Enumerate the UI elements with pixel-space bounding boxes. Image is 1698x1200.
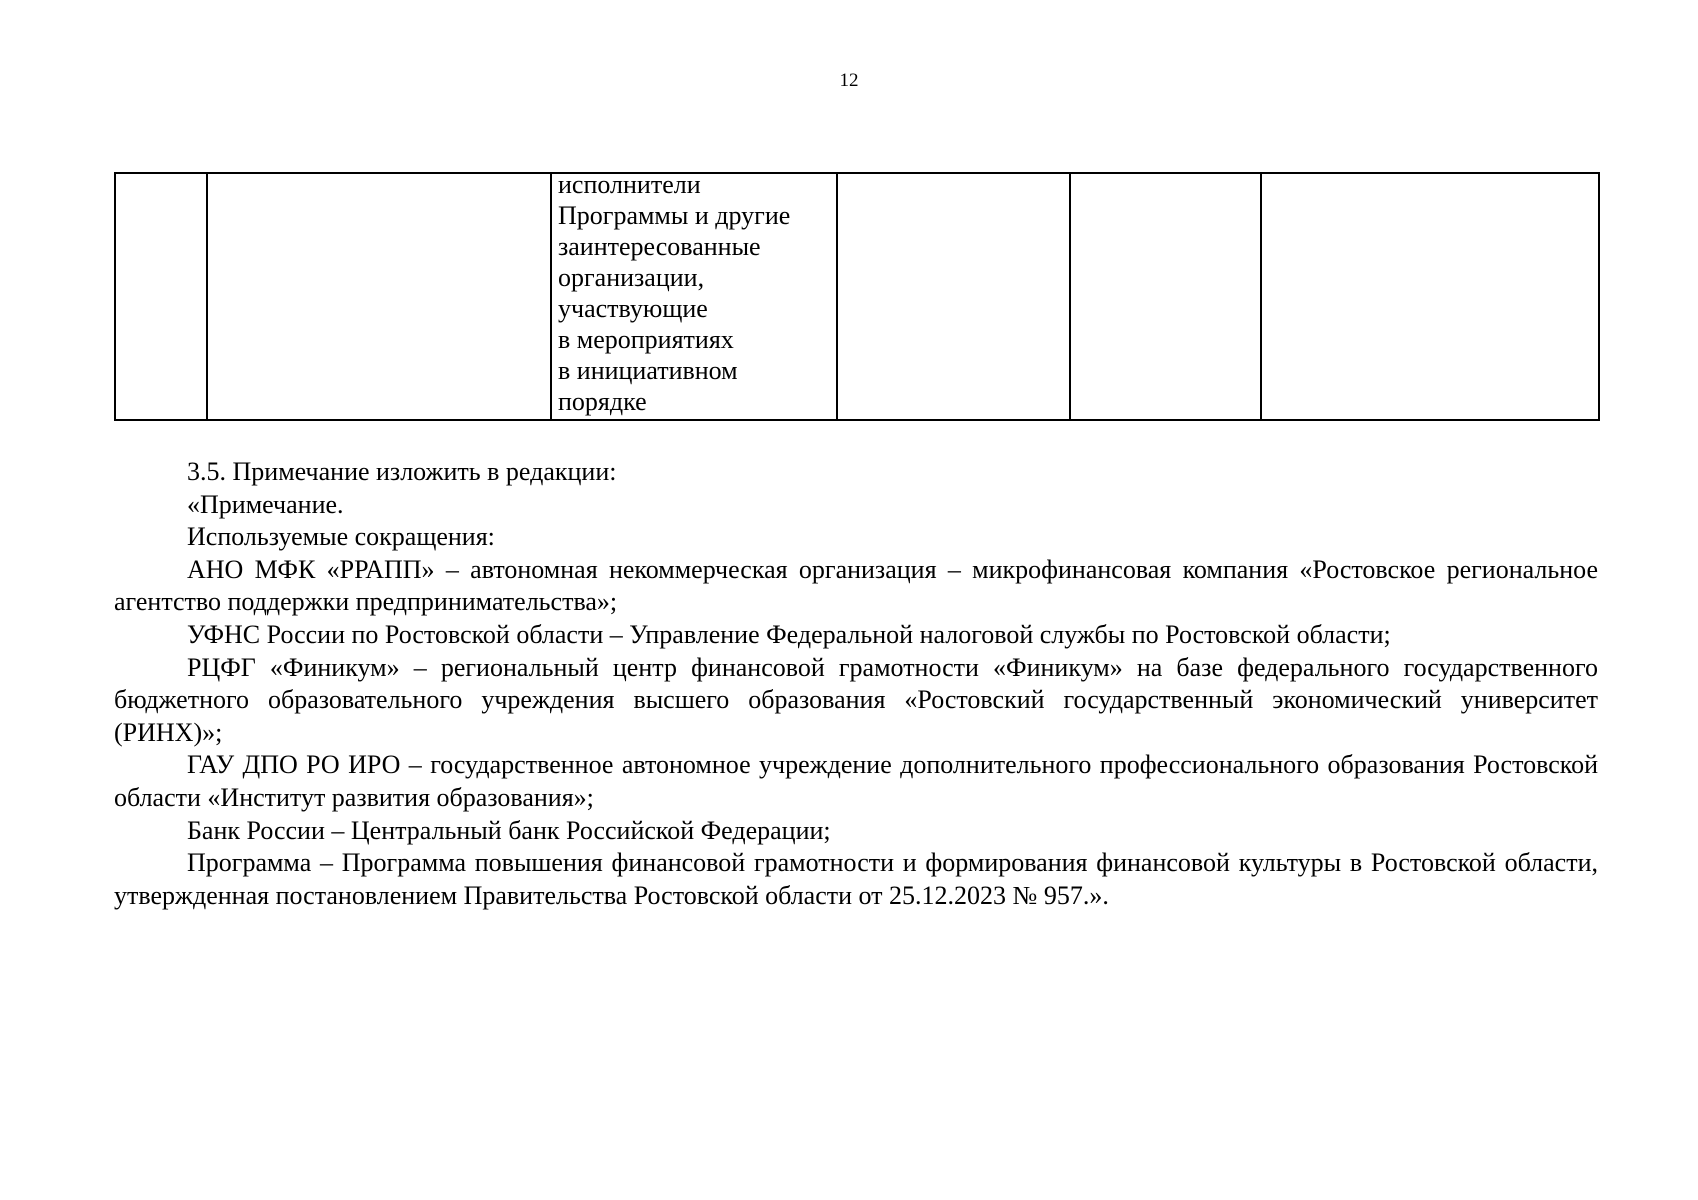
- table-cell-activity: [207, 173, 551, 420]
- table-cell-number: [115, 173, 207, 420]
- table-cell-executors: [551, 170, 837, 420]
- paragraph-abbr-bank: Банк России – Центральный банк Российской Федерации;: [187, 815, 831, 845]
- paragraph-abbr-rrapp: АНО МФК «РРАПП» – автономная некоммерческая организация – микрофинансовая компания «Ростовское региональное агентство поддержки предпринимательства»;: [114, 554, 1598, 617]
- executors-text: исполнители Программы и другие заинтересованные организации, участвующие в мероприятиях в инициативном порядке: [558, 170, 791, 416]
- table-cell-empty-6: [1261, 173, 1599, 420]
- paragraph-abbr-rcfg: РЦФГ «Финикум» – региональный центр финансовой грамотности «Финикум» на базе федерального государственного бюджетного образовательного учреждения высшего образования «Ростовский государственный экономический университет (РИНХ)»;: [114, 652, 1598, 747]
- paragraph-abbr-gau-dpo: ГАУ ДПО РО ИРО – государственное автономное учреждение дополнительного профессионального образования Ростовской области «Институт развития образования»;: [114, 750, 1598, 812]
- paragraph-heading: 3.5. Примечание изложить в редакции:: [187, 457, 617, 486]
- page-number: 12: [839, 70, 859, 91]
- note-section: [114, 456, 1598, 912]
- paragraph-note-title: «Примечание.: [187, 489, 344, 519]
- paragraph-abbr-program: Программа – Программа повышения финансовой грамотности и формирования финансовой культуры в Ростовской области, утвержденная постановлением Правительства Ростовской области от 25.12.2023 № 957.».: [114, 848, 1598, 910]
- paragraph-abbr-ufns: УФНС России по Ростовской области – Управление Федеральной налоговой службы по Ростовской области;: [187, 619, 1391, 649]
- table-cell-empty-5: [1070, 173, 1261, 420]
- table-cell-empty-4: [837, 173, 1070, 420]
- continuation-table: [114, 172, 1600, 421]
- paragraph-abbreviations-title: Используемые сокращения:: [187, 522, 495, 552]
- table-row: [115, 173, 1599, 420]
